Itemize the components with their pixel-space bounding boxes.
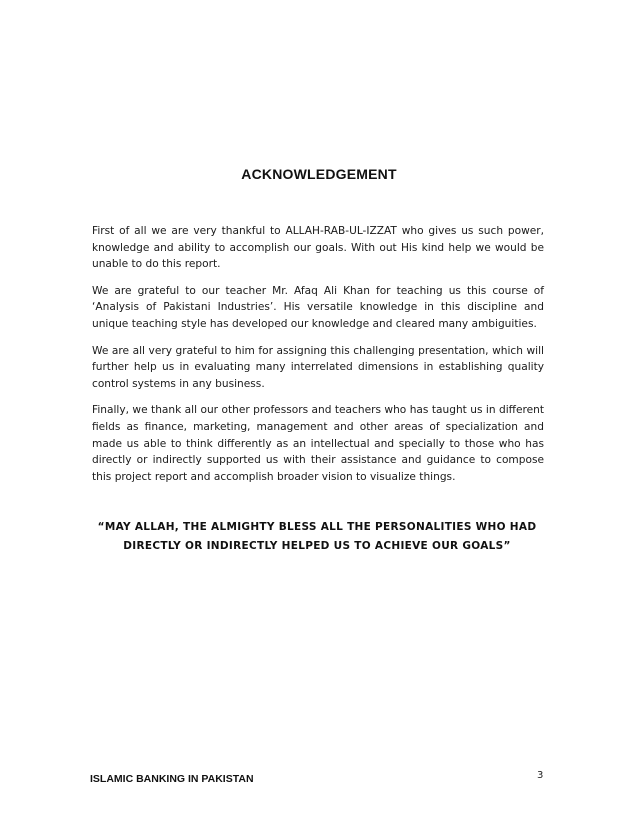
closing-quote: “MAY ALLAH, THE ALMIGHTY BLESS ALL THE PERSONALITIES WHO HAD DIRECTLY OR INDIRECTLY HELPED US TO ACHIEVE OUR GOALS” bbox=[97, 521, 537, 552]
paragraph-2: We are grateful to our teacher Mr. Afaq Ali Khan for teaching us this course of ‘Analysis of Pakistani Industries’. His versatile knowledge in this discipline and unique teaching style has developed our knowledge and cleared many ambiguities. bbox=[92, 284, 544, 330]
footer-title: ISLAMIC BANKING IN PAKISTAN bbox=[90, 773, 254, 785]
paragraph-3: We are all very grateful to him for assigning this challenging presentation, which will further help us in evaluating many interrelated dimensions in establishing quality control systems in any business. bbox=[92, 344, 544, 390]
page-title: ACKNOWLEDGEMENT bbox=[241, 166, 397, 182]
page-number: 3 bbox=[537, 770, 544, 781]
paragraph-4: Finally, we thank all our other professors and teachers who has taught us in different fields as finance, marketing, management and other areas of specialization and made us able to think differently as an intellectual and specially to those who has directly or indirectly supported us with their assistance and guidance to compose this project report and accomplish broader vision to visualize things. bbox=[92, 404, 544, 483]
acknowledgement-body bbox=[92, 223, 544, 495]
paragraph-1: First of all we are very thankful to ALLAH-RAB-UL-IZZAT who gives us such power, knowledge and ability to accomplish our goals. With out His kind help we would be unable to do this report. bbox=[92, 225, 544, 271]
